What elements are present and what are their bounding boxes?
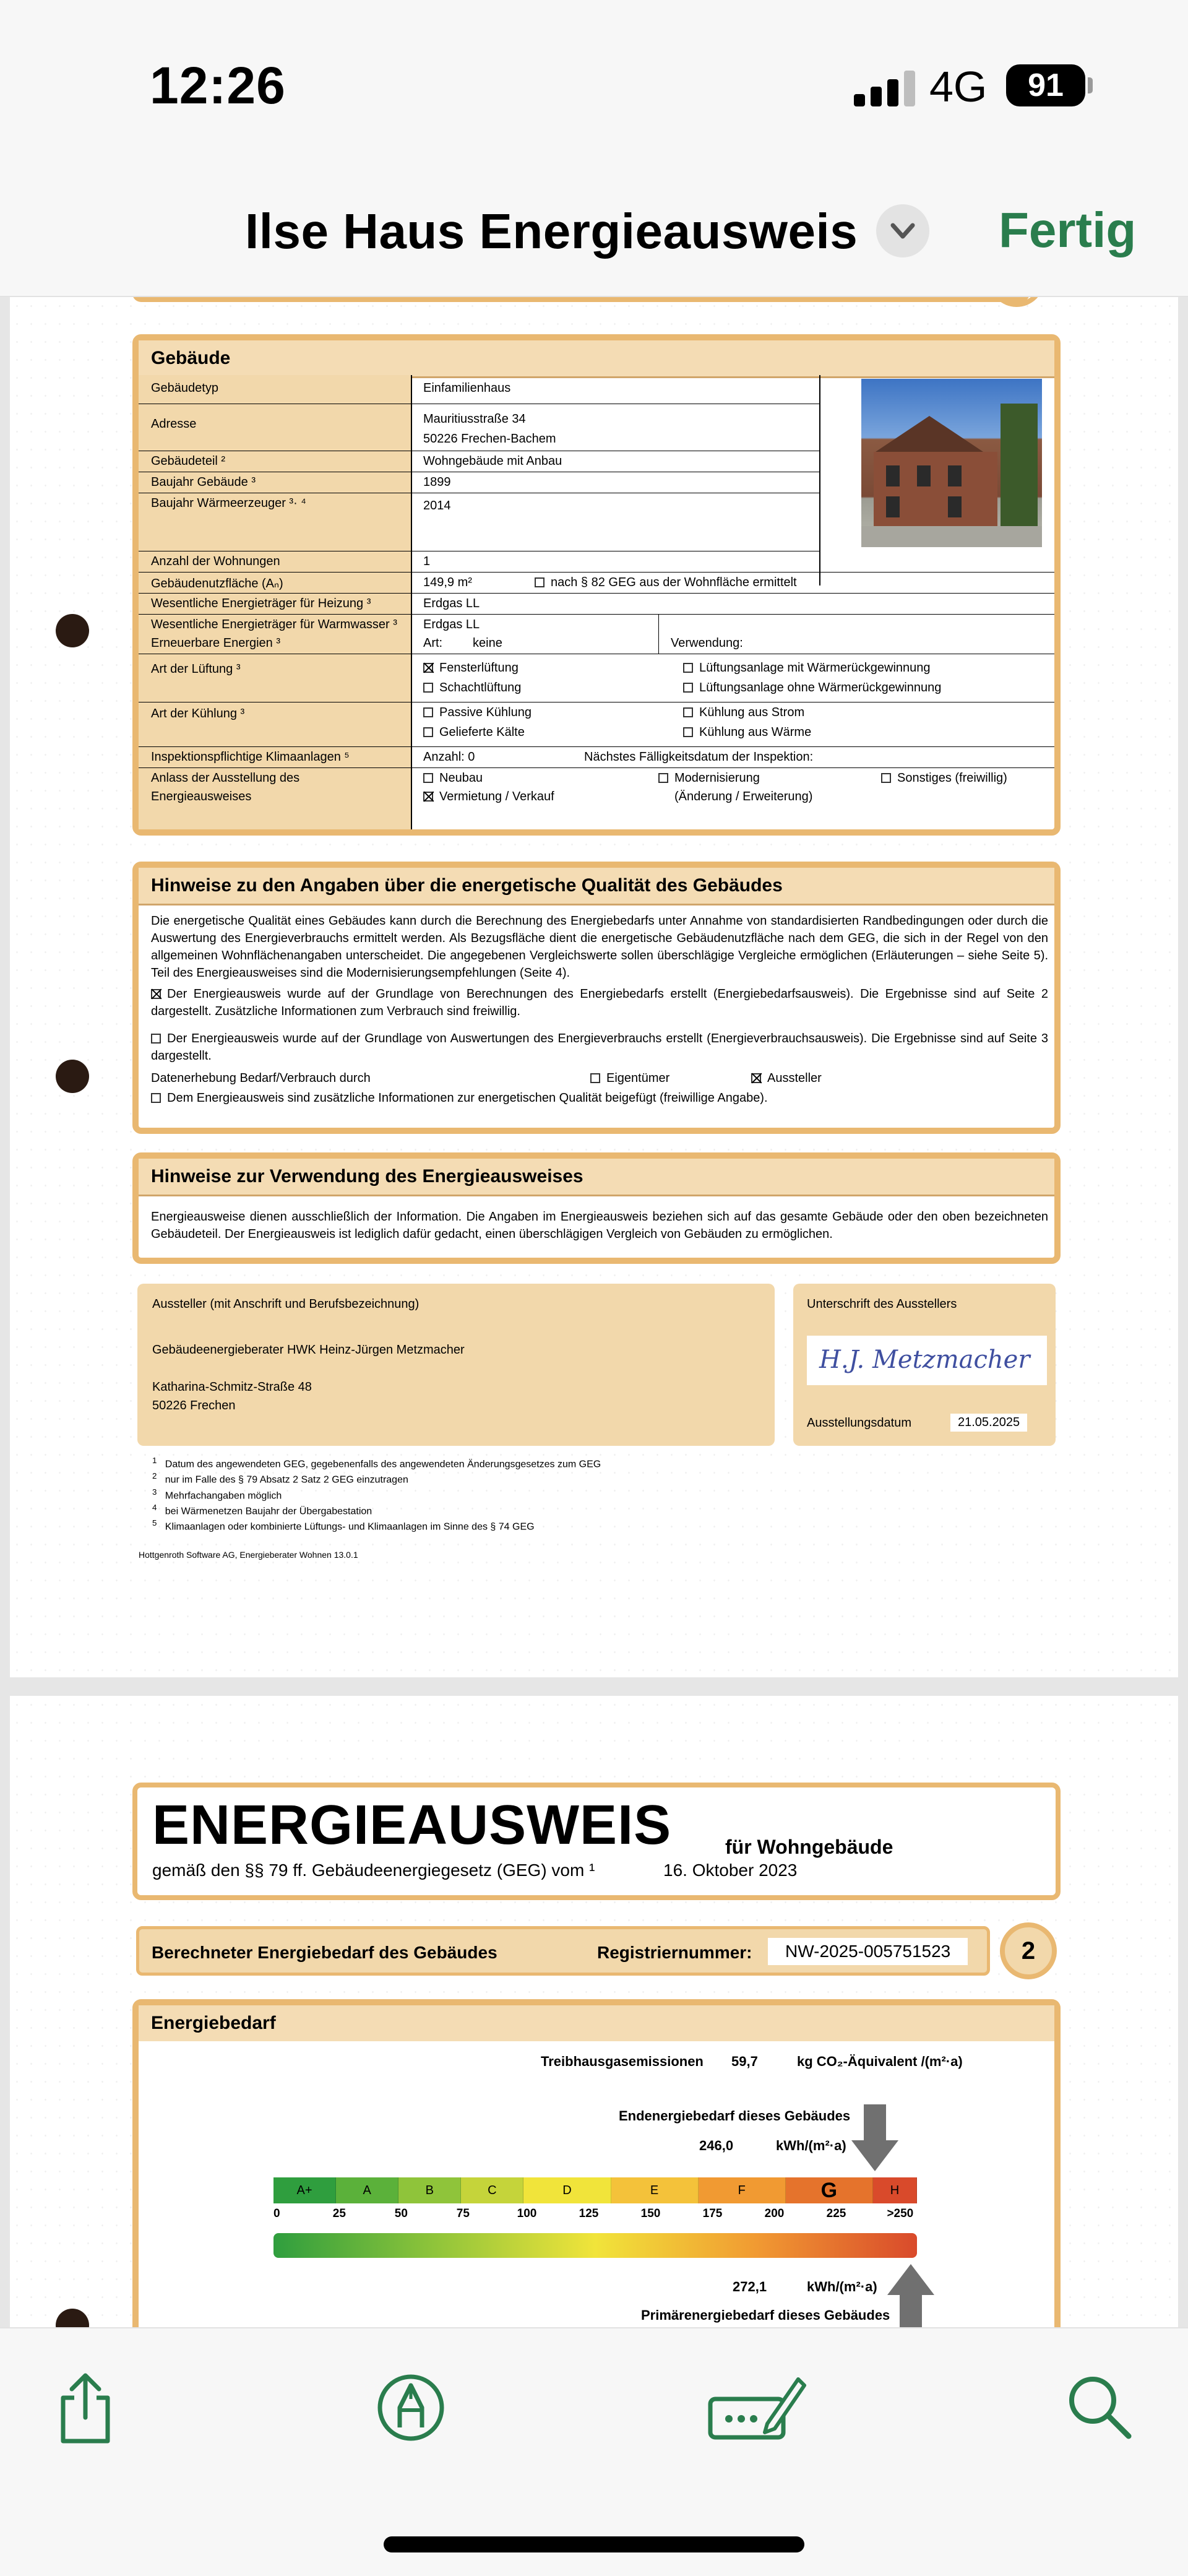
page-number-circle xyxy=(1000,1922,1057,1979)
energy-class-8: G xyxy=(786,2177,873,2203)
field-value: 1899 xyxy=(423,475,451,489)
signature-label: Unterschrift des Ausstellers xyxy=(807,1297,957,1311)
signature-field xyxy=(807,1336,1047,1385)
energy-class-2: A xyxy=(336,2177,398,2203)
energy-class-9: H xyxy=(873,2177,917,2203)
endenergie-value: 246,0 xyxy=(699,2138,734,2153)
checkbox-option: Kühlung aus Wärme xyxy=(683,725,811,740)
done-button[interactable]: Fertig xyxy=(999,202,1137,257)
field-value: keine xyxy=(473,636,502,650)
footnote: $^5$ Klimaanlagen oder kombinierte Lüftungs- und Klimaanlagen im Sinne des § 74 GEG xyxy=(152,1518,535,1532)
field-value: Anzahl: 0 xyxy=(423,750,475,764)
aussteller-city: 50226 Frechen xyxy=(152,1399,236,1412)
field-value: 50226 Frechen-Bachem xyxy=(423,432,556,446)
energy-class-4: C xyxy=(461,2177,523,2203)
footnote-mark: 1 xyxy=(152,1456,157,1465)
checkbox-option: Schachtlüftung xyxy=(423,681,521,695)
field-value: Wohngebäude mit Anbau xyxy=(423,454,562,468)
field-label: Erneuerbare Energien ³ xyxy=(151,636,281,650)
home-indicator xyxy=(384,2536,804,2552)
field-value: Erdgas LL xyxy=(423,618,480,631)
verwendung-heading: Hinweise zur Verwendung des Energieausweises xyxy=(139,1159,1054,1196)
hinweise-option-bedarf: Der Energieausweis wurde auf der Grundlage von Berechnungen des Energiebedarfs erstellt (Energiebedarfsausweis). Die Ergebnisse sind auf Seite 2 dargestellt. Zusätzliche Informationen zum Verbrauch sind freiwillig. xyxy=(151,987,1048,1018)
pdf-page-1 xyxy=(10,297,1178,1677)
verwendung-paragraph: Energieausweise dienen ausschließlich der Information. Die Angaben im Energieausweis beziehen sich auf das gesamte Gebäude oder den oben bezeichneten Gebäudeteil. Der Energieausweis ist lediglich dafür gedacht, einen überschlägigen Vergleich von Gebäuden zu ermöglichen. xyxy=(151,1210,1048,1241)
primaerenergie-unit: kWh/(m²·a) xyxy=(807,2279,877,2294)
energy-class-bar xyxy=(273,2177,917,2203)
footnotes xyxy=(152,1454,601,1533)
punch-hole xyxy=(56,614,89,647)
field-label: Baujahr Gebäude ³ xyxy=(151,475,256,489)
pdf-page-2 xyxy=(10,1696,1178,2327)
field-label: Art der Kühlung ³ xyxy=(151,707,245,720)
field-label: Verwendung: xyxy=(671,636,743,650)
field-label: Gebäudenutzfläche (Aₙ) xyxy=(151,577,283,590)
previous-section-edge xyxy=(132,297,1030,302)
checkbox-option: Neubau xyxy=(423,771,483,785)
markup-pen-icon[interactable] xyxy=(375,2372,447,2444)
primaerenergie-value: 272,1 xyxy=(733,2279,767,2294)
field-label: Art der Lüftung ³ xyxy=(151,662,241,676)
bedarf-label: Berechneter Energiebedarf des Gebäudes xyxy=(152,1943,497,1962)
share-icon[interactable] xyxy=(53,2372,118,2446)
status-bar xyxy=(0,0,1188,167)
signature-icon[interactable] xyxy=(707,2372,807,2441)
energy-gradient-bar xyxy=(273,2233,917,2258)
unterschrift-block xyxy=(793,1284,1056,1446)
field-value: 1 xyxy=(423,555,431,568)
footnote: $^4$ bei Wärmenetzen Baujahr der Übergabestation xyxy=(152,1502,372,1517)
hinweise-section xyxy=(132,862,1061,1134)
document-viewport[interactable] xyxy=(0,297,1188,2327)
energy-class-1: A+ xyxy=(273,2177,336,2203)
verwendung-section xyxy=(132,1152,1061,1264)
chevron-down-icon xyxy=(889,219,916,244)
scale-tick-label: 75 xyxy=(456,2207,470,2220)
energy-class-3: B xyxy=(398,2177,461,2203)
scale-tick-label: 50 xyxy=(394,2207,408,2220)
energy-class-6: E xyxy=(611,2177,699,2203)
battery-level: 91 xyxy=(1006,64,1085,106)
endenergie-arrow-icon xyxy=(850,2104,900,2172)
thg-value: 59,7 xyxy=(731,2054,758,2069)
footnote-mark: 2 xyxy=(152,1471,157,1481)
aussteller-name: Gebäudeenergieberater HWK Heinz-Jürgen Metzmacher xyxy=(152,1343,465,1357)
field-value: 149,9 m² xyxy=(423,576,472,589)
cellular-signal-icon xyxy=(854,69,915,106)
scale-tick-label: 0 xyxy=(273,2207,280,2220)
field-label: Gebäudeteil ² xyxy=(151,454,226,468)
field-label: Wesentliche Energieträger für Heizung ³ xyxy=(151,597,371,610)
energy-class-5: D xyxy=(523,2177,611,2203)
scale-tick-label: 25 xyxy=(332,2207,346,2220)
hinweise-heading: Hinweise zu den Angaben über die energetische Qualität des Gebäudes xyxy=(139,868,1054,905)
title-menu-button[interactable] xyxy=(876,204,929,257)
footnote-mark: 3 xyxy=(152,1487,157,1497)
field-label: Art: xyxy=(423,636,443,650)
nutzflaeche-note: nach § 82 GEG aus der Wohnfläche ermittelt xyxy=(535,576,797,590)
field-label: Energieausweises xyxy=(151,790,252,803)
gebaeude-section xyxy=(132,334,1061,836)
primaerenergie-arrow-icon xyxy=(886,2264,936,2327)
field-label: Inspektionspflichtige Klimaanlagen ⁵ xyxy=(151,750,350,764)
field-label: Anlass der Ausstellung des xyxy=(151,771,300,785)
energy-scale xyxy=(273,2207,917,2226)
field-value: Mauritiusstraße 34 xyxy=(423,412,526,426)
checkbox-option: Aussteller xyxy=(751,1070,822,1087)
checkbox-option: Vermietung / Verkauf xyxy=(423,790,554,804)
energy-class-7: F xyxy=(699,2177,786,2203)
scale-tick-label: 175 xyxy=(702,2207,723,2220)
hinweise-option-zusatz: Dem Energieausweis sind zusätzliche Informationen zur energetischen Qualität beigefügt (freiwillige Angabe). xyxy=(151,1089,768,1107)
scale-tick-label: >250 xyxy=(887,2207,914,2220)
energiebedarf-heading: Energiebedarf xyxy=(139,2005,1054,2041)
endenergie-label: Endenergiebedarf dieses Gebäudes xyxy=(619,2108,851,2124)
battery-icon xyxy=(1088,77,1093,93)
energiebedarf-section xyxy=(132,1999,1061,2327)
checkbox-option: Kühlung aus Strom xyxy=(683,706,804,720)
scale-tick-label: 125 xyxy=(579,2207,599,2220)
network-type: 4G xyxy=(929,63,988,111)
checkbox-option: Fensterlüftung xyxy=(423,661,519,675)
thg-unit: kg CO₂-Äquivalent /(m²·a) xyxy=(797,2054,963,2069)
hinweise-option-verbrauch: Der Energieausweis wurde auf der Grundlage von Auswertungen des Energieverbrauchs erstellt (Energieverbrauchsausweis). Die Ergebnisse sind auf Seite 3 dargestellt. xyxy=(151,1032,1048,1063)
hinweise-paragraph: Die energetische Qualität eines Gebäudes kann durch die Berechnung des Energiebedarfs unter Annahme von standardisierten Randbedingungen oder durch die Auswertung des Energieverbrauchs ermittelt werden. Als Bezugsfläche dient die energetische Gebäudenutzfläche nach dem GEG, die sich in der Regel von den allgemeinen Wohnflächenangaben unterscheidet. Die angegebenen Vergleichswerte sollen überschlägige Vergleiche ermöglichen (Erläuterungen – siehe Seite 5). Teil des Energieausweises sind die Modernisierungsempfehlungen (Seite 4). xyxy=(151,914,1048,980)
software-credit: Hottgenroth Software AG, Energieberater Wohnen 13.0.1 xyxy=(139,1550,358,1560)
field-value: Erdgas LL xyxy=(423,597,480,610)
page-number: 2 xyxy=(1021,1937,1036,1964)
footnote-mark: 4 xyxy=(152,1502,157,1512)
scale-tick-label: 200 xyxy=(764,2207,785,2220)
field-value: Einfamilienhaus xyxy=(423,381,511,395)
house-illustration xyxy=(861,379,1042,547)
footnote-mark: 5 xyxy=(152,1518,157,1528)
status-time: 12:26 xyxy=(150,56,286,115)
aussteller-block xyxy=(137,1284,775,1446)
field-label: Adresse xyxy=(151,417,197,431)
field-value: 2014 xyxy=(423,499,451,512)
registration-number: NW-2025-005751523 xyxy=(768,1938,968,1965)
law-reference: gemäß den §§ 79 ff. Gebäudeenergiegesetz (GEG) vom ¹ xyxy=(152,1861,595,1880)
signature: H.J. Metzmacher xyxy=(819,1346,1030,1374)
search-icon[interactable] xyxy=(1064,2372,1134,2441)
footnote: $^1$ Datum des angewendeten GEG, gegebenenfalls des angewendeten Änderungsgesetzes zum GEG xyxy=(152,1456,601,1470)
aussteller-label: Aussteller (mit Anschrift und Berufsbezeichnung) xyxy=(152,1297,420,1311)
datenerhebung-label: Datenerhebung Bedarf/Verbrauch durch xyxy=(151,1071,371,1085)
law-date: 16. Oktober 2023 xyxy=(663,1861,798,1880)
registration-bar xyxy=(136,1926,990,1976)
ausstellungsdatum-value: 21.05.2025 xyxy=(950,1414,1027,1432)
primaerenergie-label: Primärenergiebedarf dieses Gebäudes xyxy=(641,2307,890,2323)
gebaeude-heading: Gebäude xyxy=(139,340,1054,378)
endenergie-unit: kWh/(m²·a) xyxy=(776,2138,846,2153)
field-label: Anzahl der Wohnungen xyxy=(151,555,280,568)
scale-tick-label: 150 xyxy=(640,2207,661,2220)
checkbox-option: Lüftungsanlage ohne Wärmerückgewinnung xyxy=(683,681,941,695)
title-section xyxy=(132,1783,1061,1900)
footnote: $^2$ nur im Falle des § 79 Absatz 2 Satz 2 GEG einzutragen xyxy=(152,1471,408,1485)
checkbox-option: Passive Kühlung xyxy=(423,706,532,720)
checkbox-option: Eigentümer xyxy=(590,1070,669,1087)
checkbox-option: Sonstiges (freiwillig) xyxy=(881,771,1007,785)
field-label: Baujahr Wärmeerzeuger ³· ⁴ xyxy=(151,496,306,510)
ausstellungsdatum-label: Ausstellungsdatum xyxy=(807,1416,911,1430)
checkbox-option: Lüftungsanlage mit Wärmerückgewinnung xyxy=(683,661,931,675)
thg-label: Treibhausgasemissionen xyxy=(541,2054,704,2069)
aussteller-street: Katharina-Schmitz-Straße 48 xyxy=(152,1380,312,1394)
footnote: $^3$ Mehrfachangaben möglich xyxy=(152,1487,282,1501)
energieausweis-subtitle: für Wohngebäude xyxy=(725,1836,893,1858)
document-title[interactable]: Ilse Haus Energieausweis xyxy=(245,204,858,259)
field-label: Wesentliche Energieträger für Warmwasser ³ xyxy=(151,618,397,631)
registration-label: Registriernummer: xyxy=(597,1943,752,1962)
checkbox-option: Gelieferte Kälte xyxy=(423,725,525,740)
field-label: Gebäudetyp xyxy=(151,381,218,395)
punch-hole xyxy=(56,1060,89,1093)
building-photo xyxy=(861,379,1042,547)
scale-tick-label: 100 xyxy=(517,2207,537,2220)
energieausweis-title: ENERGIEAUSWEIS xyxy=(152,1794,672,1856)
scale-tick-label: 225 xyxy=(826,2207,846,2220)
field-label: Nächstes Fälligkeitsdatum der Inspektion: xyxy=(584,750,814,764)
field-value: (Änderung / Erweiterung) xyxy=(674,790,813,803)
checkbox-option: Modernisierung xyxy=(658,771,760,785)
